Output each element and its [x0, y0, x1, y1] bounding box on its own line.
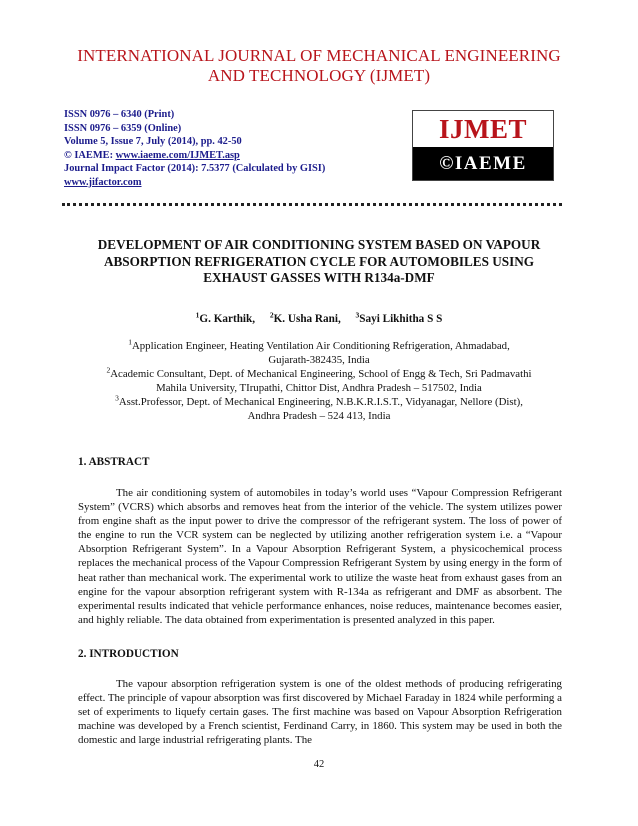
author [269, 310, 341, 325]
paper-title [70, 237, 568, 287]
abstract-heading: 1. ABSTRACT [78, 456, 150, 468]
header-divider [62, 203, 562, 206]
paper-title-line-2: ABSORPTION REFRIGERATION CYCLE FOR AUTOMOBILES USING [103, 253, 534, 269]
impact-factor: Journal Impact Factor (2014): 7.5377 (Calculated by GISI) [64, 163, 326, 175]
logo-top-text: IJMET [413, 111, 553, 147]
abstract-text: The air conditioning system of automobiles in today’s world uses “Vapour Compression Refrigerant System” (VCRS) which absorbs and removes heat from the interior of the vehicle. The system utilizes power from engine shaft as the input power to drive the compressor of the refrigerant system. The loss of power of the engine to run the VCR system can be neglected by utilizing another refrigeration system i.e. a “Vapour Absorption Refrigerant System”. In a Vapour Absorption Refrigerant System, a physicochemical process replaces the mechanical process of the Vapour Compression Refrigerant System by using energy in the form of heat rather than mechanical work. The experimental work to utilize the waste heat from exhaust gases from an engine for the vapour absorption refrigerant system with R-134a as refrigerant and DMF as absorbent. The experimental results indicated that vehicle performance enhances, noise reduces, maintenance becomes easier, and highly reliable. The data obtained from experimentation is presented analyzed in this paper. [78, 487, 562, 626]
page-number: 42 [313, 759, 325, 770]
affiliation-text: Asst.Professor, Dept. of Mechanical Engineering, N.B.K.R.I.S.T., Vidyanagar, Nellore (Dist), [118, 396, 523, 408]
author-sup: 1 [195, 310, 200, 320]
issn-online: ISSN 0976 – 6359 (Online) [64, 122, 182, 134]
affiliation-text: Academic Consultant, Dept. of Mechanical Engineering, School of Engg & Tech, Sri Padmavathi [110, 368, 532, 380]
affiliation-3-line-2: Andhra Pradesh – 524 413, India [247, 410, 391, 422]
affiliation-2-line-1 [70, 367, 568, 381]
journal-title-line-2: AND TECHNOLOGY (IJMET) [207, 66, 431, 85]
affiliation-text: Application Engineer, Heating Ventilation Air Conditioning Refrigeration, Ahmadabad, [131, 340, 510, 352]
journal-meta [64, 108, 394, 190]
affiliation-2-line-2: Mahila University, TIrupathi, Chittor Dist, Andhra Pradesh – 517502, India [156, 382, 482, 394]
iaeme-line [64, 149, 394, 163]
author-name: G. Karthik, [199, 313, 256, 325]
ijmet-logo [412, 110, 554, 181]
author-name: K. Usha Rani, [273, 313, 341, 325]
author-list [70, 310, 568, 325]
issn-print: ISSN 0976 – 6340 (Print) [64, 109, 175, 120]
author-name: Sayi Likhitha S S [359, 313, 443, 325]
author-sup: 2 [269, 310, 274, 320]
iaeme-link[interactable]: www.iaeme.com/IJMET.asp [115, 149, 240, 161]
introduction-heading: 2. INTRODUCTION [78, 648, 179, 660]
paper-title-line-3: EXHAUST GASSES WITH R134a-DMF [203, 270, 435, 285]
author-sup: 3 [355, 310, 360, 320]
journal-title-line-1: INTERNATIONAL JOURNAL OF MECHANICAL ENGINEERING [77, 46, 561, 65]
affiliation-3-line-1 [70, 395, 568, 409]
journal-title [40, 46, 598, 86]
affiliation-1-line-2: Gujarath-382435, India [268, 354, 370, 366]
affiliation-1-line-1 [70, 339, 568, 353]
affiliation-sup: 2 [106, 365, 111, 375]
author [195, 310, 256, 325]
affiliations [70, 339, 568, 423]
logo-bottom-text: ©IAEME [413, 147, 553, 180]
iaeme-prefix: © IAEME: [64, 149, 116, 161]
jifactor-link[interactable]: www.jifactor.com [64, 176, 142, 188]
volume-info: Volume 5, Issue 7, July (2014), pp. 42-50 [64, 136, 242, 148]
author [355, 310, 443, 325]
introduction-text: The vapour absorption refrigeration system is one of the oldest methods of producing refrigerating effect. The principle of vapour absorption was first discovered by Michael Faraday in 1824 while performing a set of experiments to liquefy certain gases. The first machine was based on Vapour Absorption Refrigeration machine was developed by a French scientist, Ferdinand Carry, in 1860. This system may be used in both the domestic and large industrial refrigerating plants. The [78, 678, 562, 747]
affiliation-sup: 1 [128, 337, 132, 347]
paper-title-line-1: DEVELOPMENT OF AIR CONDITIONING SYSTEM BASED ON VAPOUR [97, 237, 541, 252]
affiliation-sup: 3 [115, 393, 119, 403]
